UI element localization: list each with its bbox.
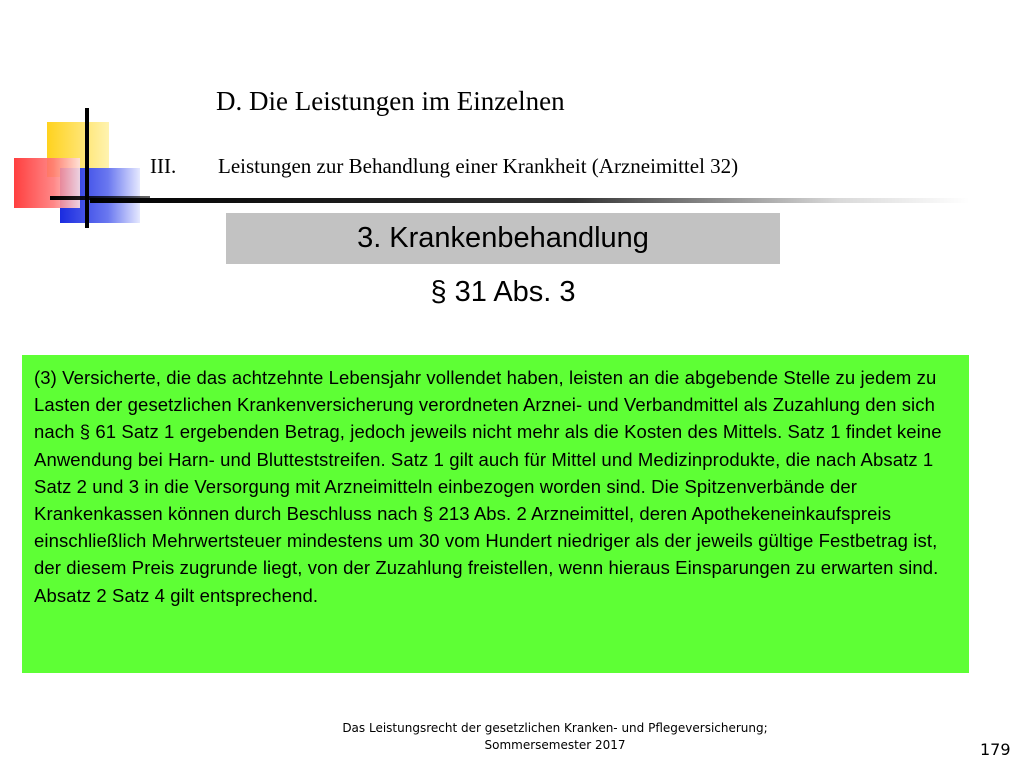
subtitle-number: III.	[150, 154, 177, 178]
title-divider	[90, 198, 970, 203]
footer-line-1: Das Leistungsrecht der gesetzlichen Kranken- und Pflegeversicherung;	[342, 721, 768, 735]
logo-red-square	[14, 158, 80, 208]
footer-line-2: Sommersemester 2017	[484, 738, 626, 752]
section-heading: 3. Krankenbehandlung	[226, 213, 780, 264]
page-number: 179	[980, 740, 1011, 759]
footer	[290, 720, 820, 754]
logo-vertical-line	[85, 108, 89, 228]
subtitle	[150, 154, 738, 179]
paragraph-reference: § 31 Abs. 3	[430, 276, 576, 308]
decorative-logo	[0, 100, 150, 230]
page-title: D. Die Leistungen im Einzelnen	[216, 86, 565, 116]
subtitle-text: Leistungen zur Behandlung einer Krankheit (Arzneimittel 32)	[218, 154, 739, 178]
law-text: (3) Versicherte, die das achtzehnte Lebensjahr vollendet haben, leisten an die abgebende Stelle zu jedem zu Lasten der gesetzlichen Krankenversicherung verordneten Arznei- und Verbandmittel als Zuzahlung den sich nach § 61 Satz 1 ergebenden Betrag, jedoch jeweils nicht mehr als die Kosten des Mittels. Satz 1 findet keine Anwendung bei Harn- und Blutteststreifen. Satz 1 gilt auch für Mittel und Medizinprodukte, die nach Absatz 1 Satz 2 und 3 in die Versorgung mit Arzneimitteln einbezogen worden sind. Die Spitzenverbände der Krankenkassen können durch Beschluss nach § 213 Abs. 2 Arzneimittel, deren Apothekeneinkaufspreis einschließlich Mehrwertsteuer mindestens um 30 vom Hundert niedriger als der jeweils gültige Festbetrag ist, der diesem Preis zugrunde liegt, von der Zuzahlung freistellen, wenn hieraus Einsparungen zu erwarten sind. Absatz 2 Satz 4 gilt entsprechend.	[34, 367, 942, 606]
law-text-box	[22, 355, 969, 673]
